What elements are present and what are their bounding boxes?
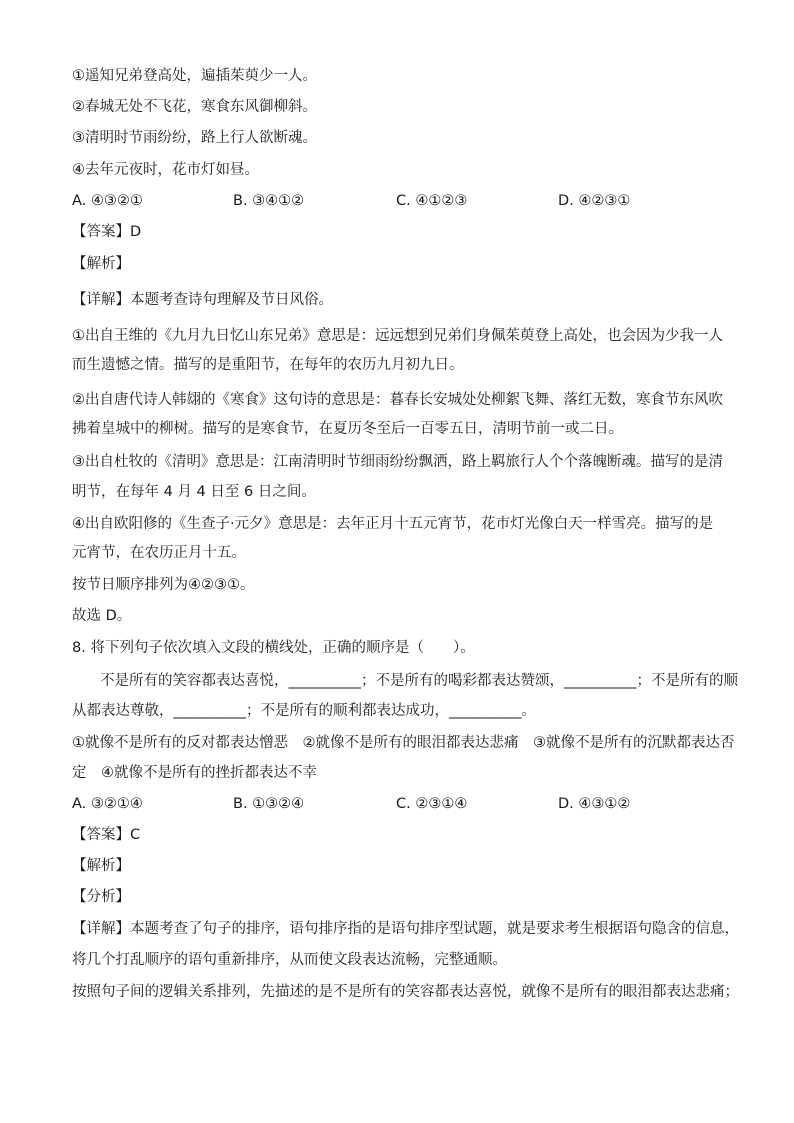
q8-option-c: C. ②③①④ [396, 796, 468, 812]
q7-detail-line: ③出自杜牧的《清明》意思是：江南清明时节细雨纷纷飘洒，路上羁旅行人个个落魄断魂。描写的是清 [72, 454, 723, 470]
q8-passage-line: 不是所有的笑容都表达喜悦，__________；不是所有的喝彩都表达赞颂，__________；不是所有的顺 [100, 673, 738, 689]
q7-detail-line: ①出自王维的《九月九日忆山东兄弟》意思是：远远想到兄弟们身佩茱萸登上高处，也会因为少我一人 [72, 328, 723, 344]
poem-line-1: ①遥知兄弟登高处，遍插茱萸少一人。 [72, 68, 317, 84]
q7-detail-line: 按节日顺序排列为④②③①。 [72, 577, 255, 593]
q7-detail-line: ②出自唐代诗人韩翃的《寒食》这句诗的意思是：暮春长安城处处柳絮飞舞、落红无数，寒食节东风吹 [72, 392, 723, 408]
q7-detail-line: 故选 D。 [72, 608, 132, 624]
q7-answer: 【答案】D [72, 224, 142, 240]
q8-option-b: B. ①③②④ [233, 796, 305, 812]
q8-analysis-label: 【解析】 [72, 858, 130, 874]
q8-choices-line: ①就像不是所有的反对都表达憎恶 ②就像不是所有的眼泪都表达悲痛 ③就像不是所有的沉默都表达否 [72, 735, 735, 751]
q7-analysis-label: 【解析】 [72, 256, 130, 272]
q7-option-c: C. ④①②③ [396, 193, 468, 209]
q7-detail-line: 【详解】本题考查诗句理解及节日风俗。 [72, 292, 333, 308]
q8-option-d: D. ④③①② [558, 796, 631, 812]
q8-option-a: A. ③②①④ [72, 796, 143, 812]
q7-option-b: B. ③④①② [233, 193, 305, 209]
poem-line-2: ②春城无处不飞花，寒食东风御柳斜。 [72, 99, 317, 115]
q7-detail-line: ④出自欧阳修的《生查子·元夕》意思是：去年正月十五元宵节，花市灯光像白天一样雪亮。描写的是 [72, 516, 714, 532]
q8-detail-line: 将几个打乱顺序的语句重新排序，从而使文段表达流畅，完整通顺。 [72, 952, 507, 968]
q7-option-a: A. ④③②① [72, 193, 143, 209]
q7-detail-line: 明节，在每年 4 月 4 日至 6 日之间。 [72, 484, 316, 500]
q8-detail-line: 按照句子间的逻辑关系排列，先描述的是不是所有的笑容都表达喜悦，就像不是所有的眼泪都表达悲痛； [72, 984, 739, 1000]
q8-detail-line: 【详解】本题考查了句子的排序，语句排序指的是语句排序型试题，就是要求考生根据语句隐含的信息， [72, 921, 739, 937]
q7-detail-line: 而生遗憾之情。描写的是重阳节，在每年的农历九月初九日。 [72, 357, 464, 373]
q8-fenxi-label: 【分析】 [72, 889, 130, 905]
q7-detail-line: 元宵节，在农历正月十五。 [72, 545, 246, 561]
q8-choices-line: 定 ④就像不是所有的挫折都表达不幸 [72, 765, 317, 781]
q7-option-d: D. ④②③① [558, 193, 631, 209]
q8-passage-line: 从都表达尊敬，__________；不是所有的顺利都表达成功，__________。 [72, 703, 536, 719]
q8-answer: 【答案】C [72, 827, 141, 843]
q8-stem: 8. 将下列句子依次填入文段的横线处，正确的顺序是（ ）。 [72, 640, 475, 656]
poem-line-4: ④去年元夜时，花市灯如昼。 [72, 162, 259, 178]
poem-line-3: ③清明时节雨纷纷，路上行人欲断魂。 [72, 130, 317, 146]
q7-detail-line: 拂着皇城中的柳树。描写的是寒食节，在夏历冬至后一百零五日，清明节前一或二日。 [72, 421, 623, 437]
